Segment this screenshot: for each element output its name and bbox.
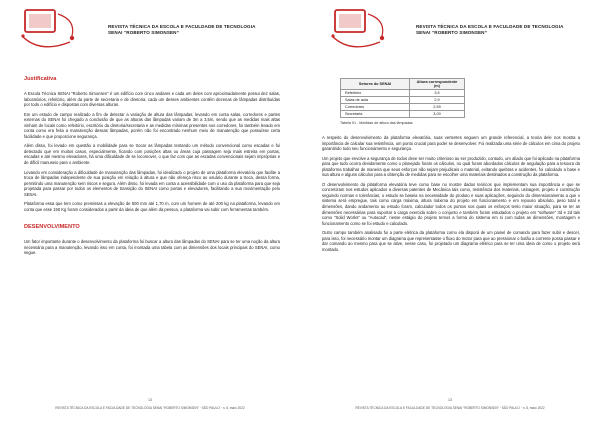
table-cell: Salas de aula (341, 97, 410, 104)
table-cell: 2,59 (410, 104, 465, 111)
journal-logo-icon (20, 6, 82, 56)
paragraph: Plataforma essa que tem como premissas a elevação de 500 mm até 1,70 m, com um homem de até 200 kg na plataforma, levando em conta que esse 150 Kg foram considerados a partir da ideia de que além da pessoa, a plataforma vai subir com ferramentas também. (24, 201, 280, 212)
masthead-line1: REVISTA TÉCNICA DA ESCOLA E FACULDADE DE TECNOLOGIA (416, 24, 564, 29)
table-caption: Tabela 01 - Medidas de altura das lâmpadas (340, 121, 413, 125)
table-row (341, 90, 465, 97)
page-number: 13 (448, 398, 452, 402)
paragraph: O desenvolvimento da plataforma elevatória teve como base no mostre dados teóricos que implementam sua importância e que se concretizam nos estudos aplicados a diversas patentes de Mecânica tais como, resistência dos materiais, usinagem, projeto e construção seguindo normas e tolerâncias, o estudo se baseia na necessidade do produto e suas aplicações, seguindo do dimensionamento a que o sistema será empregue, tais como carga máxima, altura máxima do projeto em funcionamento e em repouso absoluto, peso total e dimensões, dando andamento ao estudo foram, calculador todos os pontos nos quais os esforços tenlo maior situação, para se ter as dimensões necessárias para suportar a carga exercida sobre o conjunto e também foram estudados o projeto em “software” 3d e 2d tais como “Solid Works” ou “Autocad”, nesse estágio do projeto temos a forma do sistema em si com todas as dimensões, montagem e funcionamento como se foi estudo e calculado. (322, 181, 580, 226)
table-cell: 3,00 (410, 111, 465, 118)
masthead-line2: SENAI “ROBERTO SIMONSEN” (108, 29, 179, 35)
paragraph: Levando em consideração a dificuldade de manutenção das lâmpadas, foi idealizado o projeto de uma plataforma elevatória que facilite a troca de lâmpadas independente de sua posição em relação à altura e que não ofereça risco ao usuário durante a troca, dessa forma, permitindo uma manutenção sem riscos e segura. Além disso, foi levada em conta a acessibilidade com o uso da plataforma para que seja projetada para passar por todos os elementos de transição do SENAI como portas e elevadores, facilitando a sua movimentação pelo SENAI. (24, 169, 280, 197)
paragraph: Além disso, foi levado em questão a mobilidade para se trocar as lâmpadas tentando um método convencional como escadas e foi detectado que em muitos casos, especialmente, ficando com posições altas ou áreas cuja passagem seja mais estreita em portas, escadas e até mesmo elevadores, há uma dificuldade de se locomover, o que faz com que as escadas convencionais sejam impróprias e de difícil manuseio para o ambiente. (24, 143, 280, 166)
table-cell: Secretaria (341, 111, 410, 118)
table-header: Setores do SENAI (341, 79, 410, 90)
page-footer: REVISTA TÉCNICA DA ESCOLA E FACULDADE DE TECNOLOGIA SENAI “ROBERTO SIMONSEN” · SÃO PAULO · n. 8, maio 2022 (355, 406, 545, 410)
paragraph: Um projeto que envolve a segurança de todos deve ser muito criterioso ao ser produzido, contudo, um aliado que foi aplicado na plataforma para que tudo ocorra devidamente como o planejado foram os cálculos, no qual foram abordados cálculos de angulação para a tesoura da plataforma trabalhar de maneira que seus esforços não sejam prejudicais o material, evitando quebras e acidentes, foi calculado a base e sua altura e alguns cálculos para a obtenção de medidas para se escolher uma materiais destinados a construção da plataforma. (322, 155, 580, 178)
paragraph: A respeito do desenvolvimento da plataforma elevatória, suas vertentes seguem um grande referencial, a teoria dele nos mostra a importância de calcular sua resistência, um ponto crucial para poder se desenvolver. Foi realizada uma série de cálculos em cima do projeto garantindo todo seu funcionamento e segurança. (322, 135, 580, 152)
masthead (108, 24, 283, 35)
paragraph: A Escola Técnica SENAI “Roberto Simonsen” é um edifício com cinco andares e cada um deles com aproximadamente possui dez salas, laboratórios, refeitório, além da parte de secretaria e de diretoria, cada um desses ambientes contêm dezenas de lâmpadas distribuídas por todo o edifício e dispostas com diversas alturas. (24, 91, 280, 108)
paragraph: Em um estudo de campo realizado a fim de detectar a variação de altura das lâmpadas, levando em conta salas, corredores e partes externas do SENAI foi chegado a conclusão de que as alturas das lâmpadas variam de 3m a 3,5m, sendo que as medidas mais altas vinham de locais como refeitório, escritório da diretoria/secretaria e as medidas mínimas presentes nos corredores, foi também levado em conta como era feita a manutenção dessas lâmpadas, porém não foi encontrado nenhum meio de manutenção que possuísse certa facilidade e que proporcione segurança. (24, 111, 280, 139)
paragraph: Outro campo também analisado foi a parte elétrica da plataforma como ela disporá de um painel de comando para fazer subir e descer, para isso, foi necessário montar um diagrama que representasse o fluxo do motor para que ao pressionar o botão a corrente possa passar e dar comando ao mesmo para que se ative, nesse caso, foi projetado um diagrama elétrico para se ter uma ideia de como o projeto será montado. (322, 230, 581, 252)
journal-logo-icon (330, 6, 392, 56)
paragraph: Um fator importante durante o desenvolvimento da plataforma foi buscar a altura das lâmpadas do SENAI para se ter uma noção da altura necessária para a manutenção, levando isso em conta, foi montada uma tabela com as dimensões dos locais principais do SENAI, como segue. (24, 239, 280, 256)
right-content (322, 78, 580, 256)
table-row (341, 111, 465, 118)
table-row (341, 97, 465, 104)
page-number: 13 (148, 398, 152, 402)
table-cell: 2,9 (410, 97, 465, 104)
masthead (416, 24, 591, 35)
section-title-justificativa: Justificativa (24, 76, 57, 82)
height-table (340, 78, 465, 118)
table-cell: Corredores (341, 104, 410, 111)
table-cell: 3,5 (410, 90, 465, 97)
table-row (341, 104, 465, 111)
left-content (24, 76, 280, 260)
masthead-line1: REVISTA TÉCNICA DA ESCOLA E FACULDADE DE TECNOLOGIA (108, 24, 256, 29)
page-footer: REVISTA TÉCNICA DA ESCOLA E FACULDADE DE TECNOLOGIA SENAI “ROBERTO SIMONSEN” · SÃO PAULO · n. 8, maio 2022 (55, 406, 245, 410)
table-cell: Refeitório (341, 90, 410, 97)
section-title-desenvolvimento: DESENVOLVIMENTO (24, 224, 80, 231)
masthead-line2: SENAI “ROBERTO SIMONSEN” (416, 29, 487, 35)
right-page (300, 0, 600, 424)
table-header: Altura correspondente (m) (410, 79, 465, 90)
